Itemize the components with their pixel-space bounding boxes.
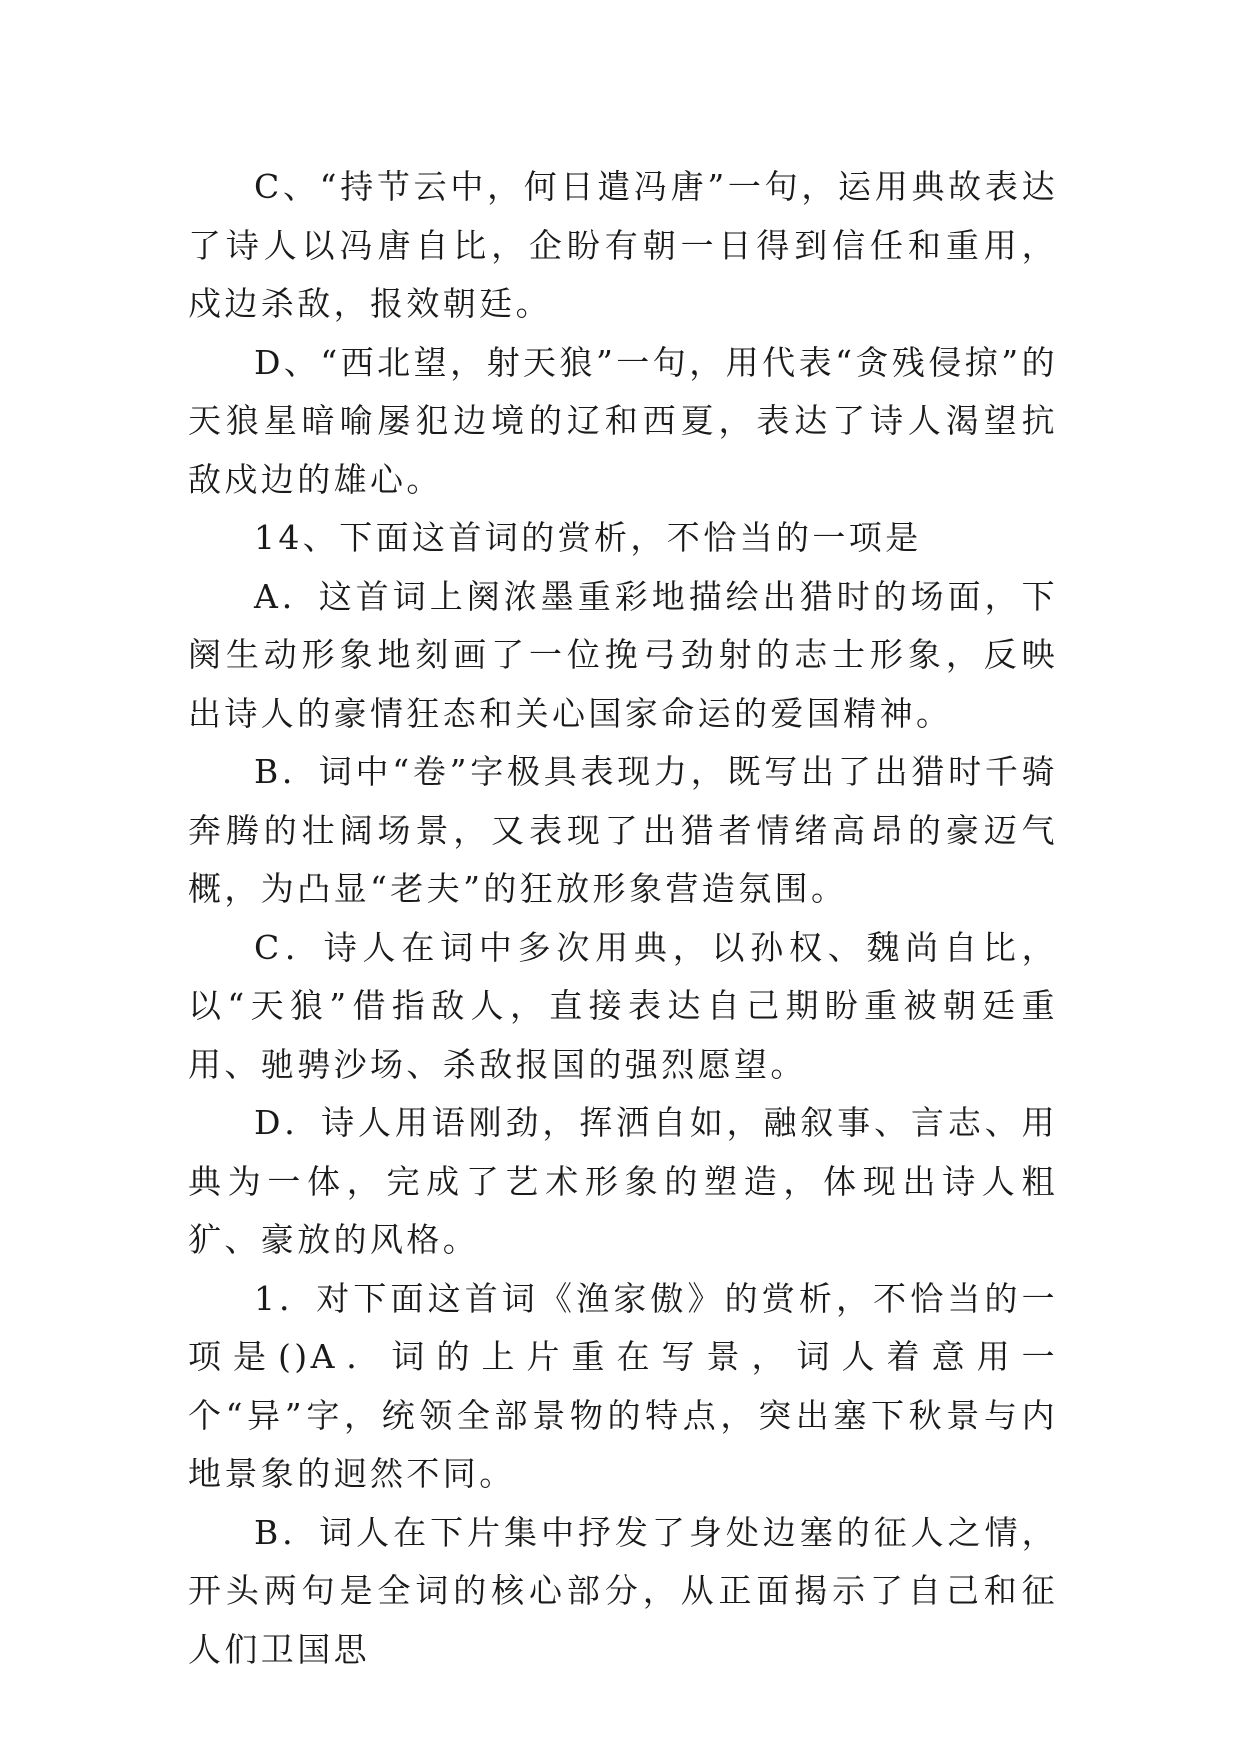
question-1-stem-and-option-a: 1．对下面这首词《渔家傲》的赏析，不恰当的一项是()A．词的上片重在写景，词人着意用一个“异”字，统领全部景物的特点，突出塞下秋景与内地景象的迥然不同。 bbox=[188, 1278, 1058, 1493]
question-14-stem: 14、下面这首词的赏析，不恰当的一项是 bbox=[254, 518, 922, 557]
option-c-paragraph: C、“持节云中，何日遣冯唐”一句，运用典故表达了诗人以冯唐自比，企盼有朝一日得到信任和重用，戍边杀敌，报效朝廷。 bbox=[188, 167, 1058, 323]
q14-option-b: B．词中“卷”字极具表现力，既写出了出猎时千骑奔腾的壮阔场景，又表现了出猎者情绪高昂的豪迈气概，为凸显“老夫”的狂放形象营造氛围。 bbox=[188, 752, 1058, 908]
q14-option-d: D．诗人用语刚劲，挥洒自如，融叙事、言志、用典为一体，完成了艺术形象的塑造，体现出诗人粗犷、豪放的风格。 bbox=[188, 1103, 1058, 1259]
q14-option-a: A．这首词上阕浓墨重彩地描绘出猎时的场面，下阕生动形象地刻画了一位挽弓劲射的志士形象，反映出诗人的豪情狂态和关心国家命运的爱国精神。 bbox=[188, 576, 1058, 733]
option-d-paragraph: D、“西北望，射天狼”一句，用代表“贪残侵掠”的天狼星暗喻屡犯边境的辽和西夏，表达了诗人渴望抗敌戍边的雄心。 bbox=[188, 342, 1058, 499]
q14-option-c: C．诗人在词中多次用典，以孙权、魏尚自比，以“天狼”借指敌人，直接表达自己期盼重被朝廷重用、驰骋沙场、杀敌报国的强烈愿望。 bbox=[188, 927, 1058, 1084]
document-body bbox=[188, 158, 1058, 1679]
q1-option-b: B．词人在下片集中抒发了身处边塞的征人之情，开头两句是全词的核心部分，从正面揭示了自己和征人们卫国思 bbox=[188, 1512, 1058, 1669]
